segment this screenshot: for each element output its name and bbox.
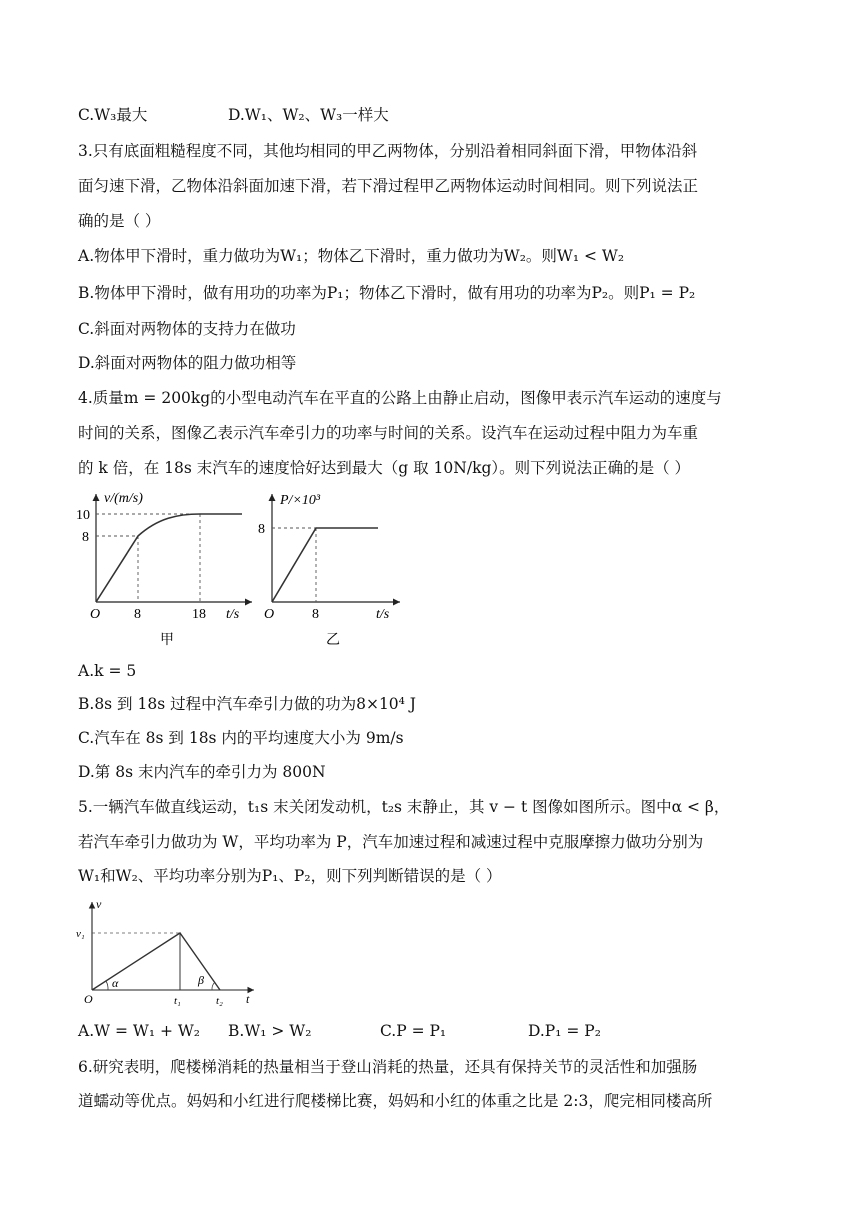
q3-option-b: B.物体甲下滑时，做有用功的功率为P₁；物体乙下滑时，做有用功的功率为P₂。则P₁ = P₂ — [78, 284, 696, 302]
q4-option-a: A.k = 5 — [78, 662, 137, 680]
vt-v1: v₁ — [76, 928, 85, 940]
vt-alpha: α — [112, 976, 119, 990]
jia-ytick-10: 10 — [76, 508, 90, 523]
jia-ytick-8: 8 — [82, 530, 89, 545]
q5-option-d: D.P₁ = P₂ — [528, 1022, 601, 1040]
jia-xtick-8: 8 — [134, 607, 141, 622]
jia-ylabel: v/(m/s) — [104, 491, 143, 506]
vt-origin: O — [84, 992, 93, 1006]
q3-option-a: A.物体甲下滑时，重力做功为W₁；物体乙下滑时，重力做功为W₂。则W₁ < W₂ — [78, 247, 625, 265]
q5-option-a: A.W = W₁ + W₂ — [78, 1022, 201, 1040]
jia-origin: O — [90, 607, 101, 622]
q5-stem-line2: 若汽车牵引力做功为 W，平均功率为 P，汽车加速过程和减速过程中克服摩擦力做功分别为 — [78, 833, 704, 851]
vt-t1: t₁ — [174, 995, 181, 1007]
q2-option-c: C.W₃最大 — [78, 106, 148, 124]
q4-option-c: C.汽车在 8s 到 18s 内的平均速度大小为 9m/s — [78, 729, 404, 747]
vt-beta: β — [198, 973, 204, 987]
jia-caption: 甲 — [160, 633, 174, 648]
yi-ylabel: P/×10³ — [280, 493, 321, 508]
graph-jia — [70, 488, 260, 648]
q4-stem-line2: 时间的关系，图像乙表示汽车牵引力的功率与时间的关系。设汽车在运动过程中阻力为车重 — [78, 424, 699, 442]
q3-stem-line3: 确的是（ ） — [78, 212, 161, 230]
jia-velocity-curve — [96, 514, 242, 602]
q3-stem-line2: 面匀速下滑，乙物体沿斜面加速下滑，若下滑过程甲乙两物体运动时间相同。则下列说法正 — [78, 177, 699, 195]
q4-option-d: D.第 8s 末内汽车的牵引力为 800N — [78, 763, 326, 781]
jia-xtick-18: 18 — [192, 607, 206, 622]
yi-origin: O — [264, 607, 275, 622]
q5-option-b: B.W₁ > W₂ — [228, 1022, 312, 1040]
q3-option-d: D.斜面对两物体的阻力做功相等 — [78, 354, 297, 372]
q2-option-d: D.W₁、W₂、W₃一样大 — [228, 106, 389, 124]
graph-yi — [250, 488, 410, 648]
graph-vt — [74, 896, 264, 1008]
vt-t2: t₂ — [216, 995, 223, 1007]
q4-stem-line3: 的 k 倍，在 18s 末汽车的速度恰好达到最大（g 取 10N/kg）。则下列说法正确的是（ ） — [78, 459, 691, 477]
q3-stem-line1: 3.只有底面粗糙程度不同，其他均相同的甲乙两物体，分别沿着相同斜面下滑，甲物体沿斜 — [78, 142, 698, 160]
yi-caption: 乙 — [326, 633, 340, 648]
q5-stem-line3: W₁和W₂、平均功率分别为P₁、P₂，则下列判断错误的是（ ） — [78, 867, 502, 885]
q3-option-c: C.斜面对两物体的支持力在做功 — [78, 320, 296, 338]
q6-stem-line1: 6.研究表明，爬楼梯消耗的热量相当于登山消耗的热量，还具有保持关节的灵活性和加强肠 — [78, 1058, 698, 1076]
q5-option-c: C.P = P₁ — [380, 1022, 447, 1040]
jia-xlabel: t/s — [226, 607, 240, 622]
yi-xtick-8: 8 — [312, 607, 319, 622]
q4-option-b: B.8s 到 18s 过程中汽车牵引力做的功为8×10⁴ J — [78, 695, 417, 713]
q5-stem-line1: 5.一辆汽车做直线运动，t₁s 末关闭发动机，t₂s 末静止，其 v − t 图像如图所示。图中α < β， — [78, 798, 730, 816]
yi-ytick-8: 8 — [258, 522, 265, 537]
vt-ylabel: v — [96, 897, 102, 911]
vt-xlabel: t — [246, 992, 250, 1006]
q6-stem-line2: 道蠕动等优点。妈妈和小红进行爬楼梯比赛，妈妈和小红的体重之比是 2:3，爬完相同楼高所 — [78, 1092, 713, 1110]
yi-xlabel: t/s — [376, 607, 390, 622]
q4-stem-line1: 4.质量m = 200kg的小型电动汽车在平直的公路上由静止启动，图像甲表示汽车运动的速度与 — [78, 389, 722, 407]
yi-power-curve — [272, 528, 378, 602]
